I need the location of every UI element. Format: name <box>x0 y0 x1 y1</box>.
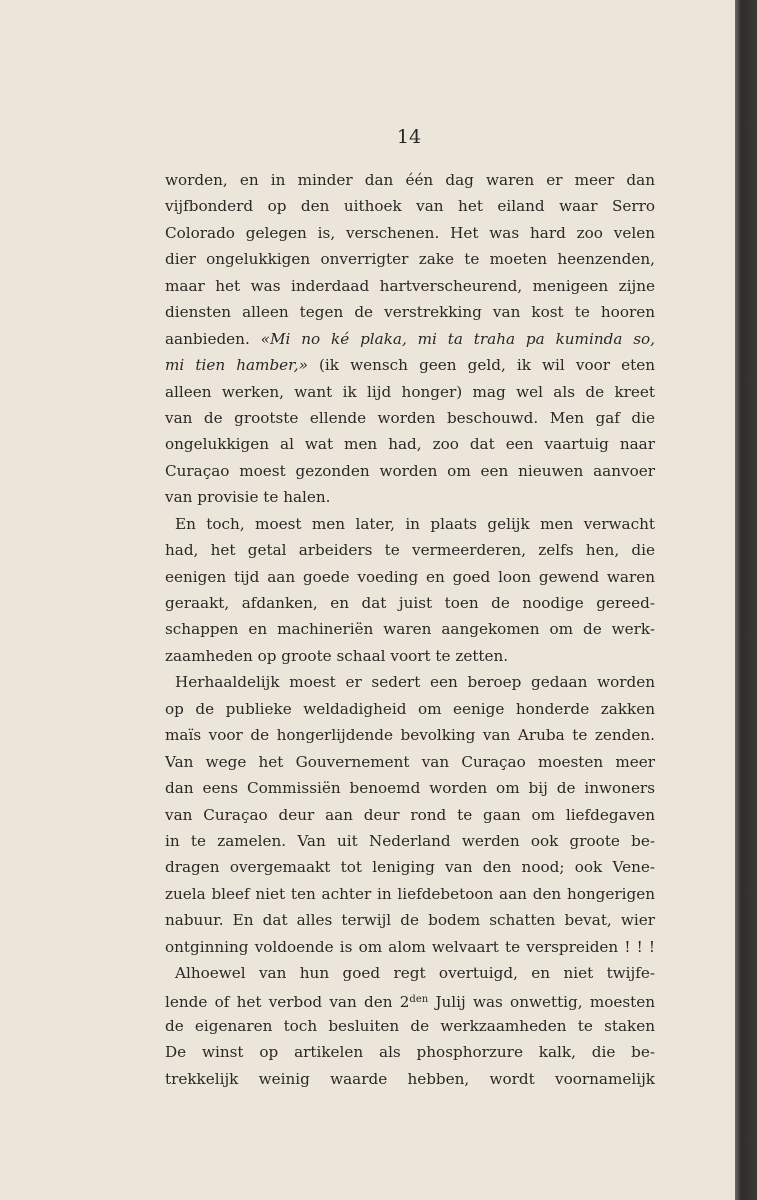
text-line: Alhoewel van hun goed regt overtuigd, en niet twijfe- <box>175 964 655 983</box>
text-line: vijfbonderd op den uithoek van het eiland waar Serro <box>165 197 655 216</box>
text-line: eenigen tijd aan goede voeding en goed loon gewend waren <box>165 567 655 586</box>
text-line: Van wege het Gouvernement van Curaçao moesten meer <box>165 752 655 771</box>
text-line: ontginning voldoende is om alom welvaart te verspreiden ! ! ! <box>165 937 655 956</box>
date-number: 2 <box>399 992 410 1011</box>
text-line: En toch, moest men later, in plaats gelijk men verwacht <box>175 514 655 533</box>
text-line: dragen overgemaakt tot leniging van den nood; ook Vene- <box>165 858 655 877</box>
text-line: dan eens Commissiën benoemd worden om bij de inwoners <box>165 779 655 798</box>
text-line: op de publieke weldadigheid om eenige honderde zakken <box>165 699 655 718</box>
text-line: zuela bleef niet ten achter in liefdebetoon aan den hongerigen <box>165 884 655 903</box>
text-line: alleen werken, want ik lijd honger) mag wel als de kreet <box>165 382 655 401</box>
book-spine-edge <box>735 0 757 1200</box>
text-line: geraakt, afdanken, en dat juist toen de noodige gereed- <box>165 594 655 612</box>
text-line: de eigenaren toch besluiten de werkzaamheden te staken <box>165 1017 655 1035</box>
text-line: worden, en in minder dan één dag waren er meer dan <box>165 171 655 189</box>
text-line: van Curaçao deur aan deur rond te gaan om liefdegaven <box>165 805 655 824</box>
page-number: 14 <box>396 126 422 148</box>
quote-papiamento: «Mi no ké plaka, mi ta traha pa kuminda so, <box>260 329 656 348</box>
text-line: schappen en machineriën waren aangekomen om de werk- <box>165 620 655 639</box>
text-line: maar het was inderdaad hartverscheurend, menigeen zijne <box>165 276 655 295</box>
text-line: diensten alleen tegen de verstrekking van kost te hooren <box>165 303 655 322</box>
text-line: lende of het verbod van den $2^{den}$ Julij was onwettig, moesten <box>165 992 656 1011</box>
text-line: in te zamelen. Van uit Nederland werden ook groote be- <box>165 831 655 850</box>
text-line: trekkelijk weinig waarde hebben, wordt voornamelijk <box>165 1069 655 1088</box>
text-line: Herhaaldelijk moest er sedert een beroep gedaan worden <box>175 673 655 692</box>
text-line: nabuur. En dat alles terwijl de bodem schatten bevat, wier <box>165 911 655 930</box>
text-line: zaamheden op groote schaal voort te zetten. <box>165 646 509 665</box>
date-suffix: den <box>409 993 429 1005</box>
quote-papiamento: mi tien hamber,» <box>165 356 308 375</box>
text-line: van de grootste ellende worden beschouwd. Men gaf die <box>165 408 655 427</box>
text-line: ongelukkigen al wat men had, zoo dat een vaartuig naar <box>165 435 655 454</box>
text-line: had, het getal arbeiders te vermeerderen, zelfs hen, die <box>165 541 655 560</box>
text-line: mi tien hamber,» (ik wensch geen geld, ik wil voor eten <box>165 356 655 375</box>
text-line: maïs voor de hongerlijdende bevolking van Aruba te zenden. <box>165 726 655 745</box>
body-text <box>165 167 655 1092</box>
text-line: Colorado gelegen is, verschenen. Het was hard zoo velen <box>165 223 655 242</box>
text-line: dier ongelukkigen onverrigter zake te moeten heenzenden, <box>165 250 655 269</box>
text-line: Curaçao moest gezonden worden om een nieuwen aanvoer <box>165 461 655 480</box>
text-line: aanbieden. «Mi no ké plaka, mi ta traha pa kuminda so, <box>165 329 656 348</box>
text-line: De winst op artikelen als phosphorzure kalk, die be- <box>165 1043 655 1062</box>
text-line: van provisie te halen. <box>165 488 331 507</box>
